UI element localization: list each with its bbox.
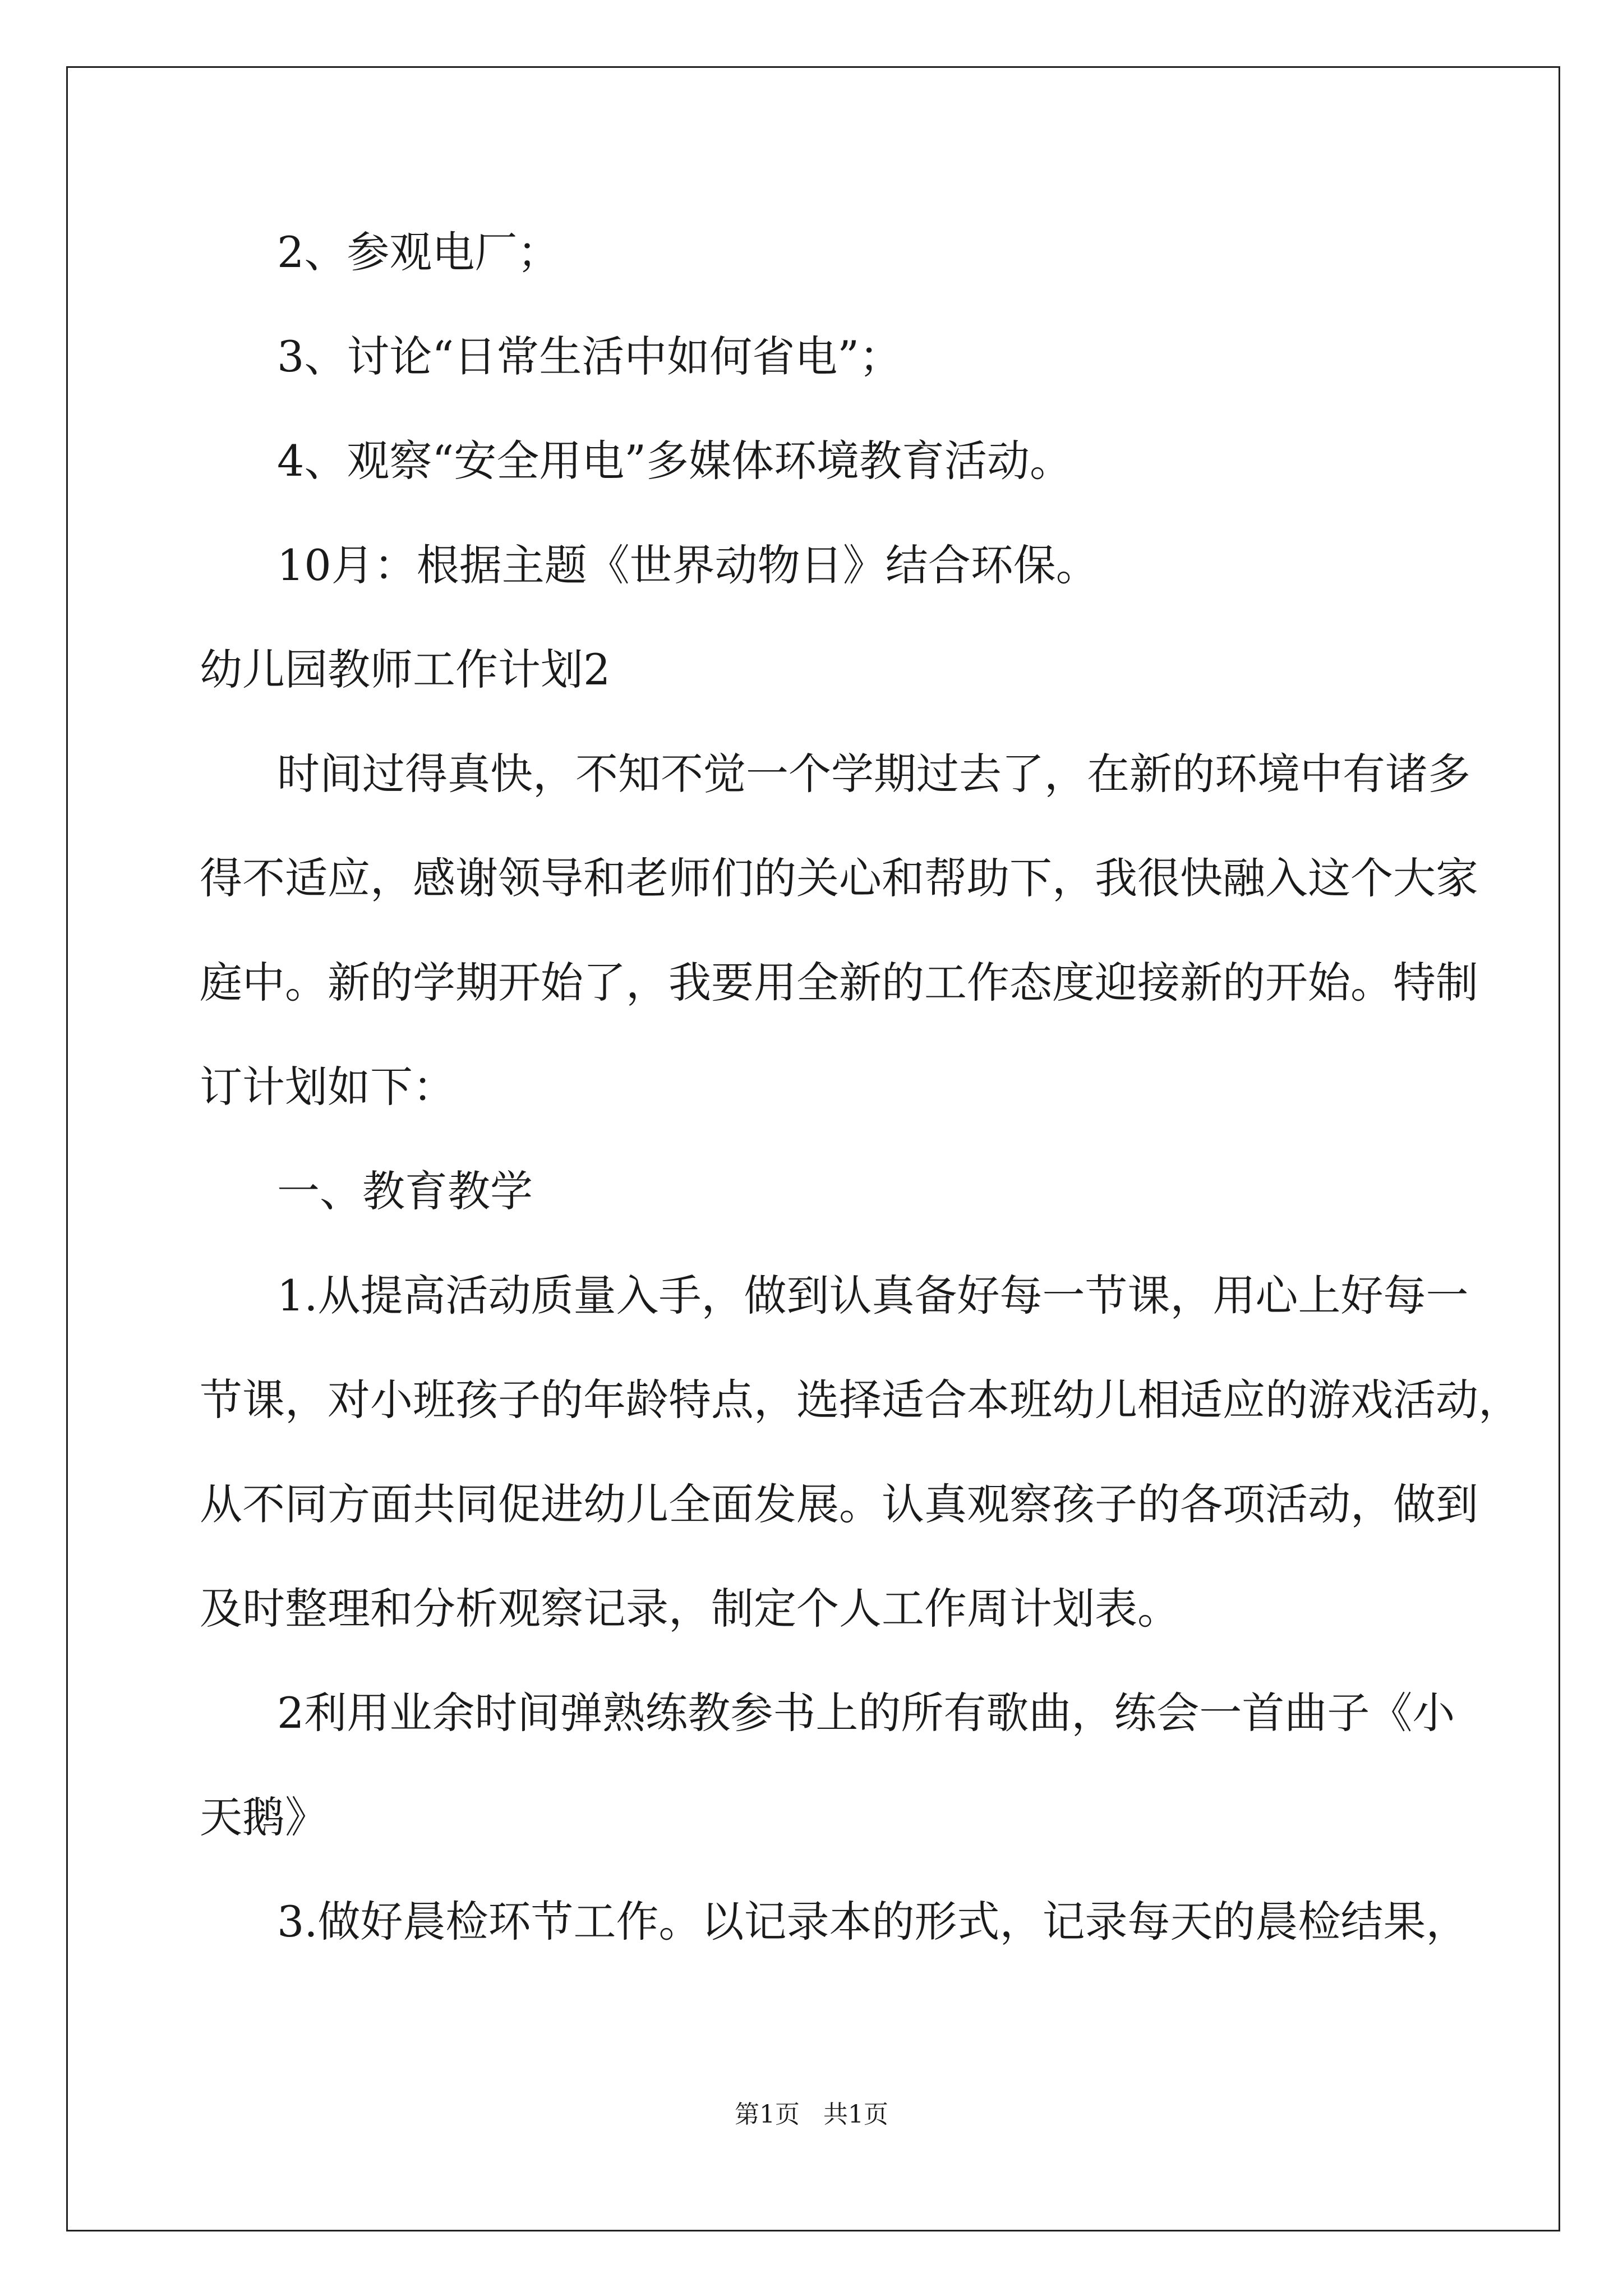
paragraph-line: 及时整理和分析观察记录，制定个人工作周计划表。	[200, 1584, 1180, 1634]
paragraph-line: 节课，对小班孩子的年龄特点，选择适合本班幼儿相适应的游戏活动，	[200, 1375, 1521, 1425]
paragraph-line: 天鹅》	[200, 1792, 328, 1842]
paragraph-line: 时间过得真快，不知不觉一个学期过去了，在新的环境中有诸多	[277, 749, 1470, 799]
paragraph-line: 庭中。新的学期开始了，我要用全新的工作态度迎接新的开始。特制	[200, 958, 1478, 1007]
paragraph-line: 1.从提高活动质量入手，做到认真备好每一节课，用心上好每一	[277, 1271, 1469, 1320]
paragraph-line: 得不适应，感谢领导和老师们的关心和帮助下，我很快融入这个大家	[200, 853, 1478, 903]
section-heading: 幼儿园教师工作计划2	[200, 645, 611, 694]
page-number-footer: 第1页 共1页	[735, 2100, 888, 2129]
paragraph-line: 2利用业余时间弹熟练教参书上的所有歌曲，练会一首曲子《小	[277, 1688, 1455, 1738]
subheading-education: 一、教育教学	[277, 1166, 533, 1216]
list-item-visit-power-plant: 2、参观电厂；	[277, 227, 560, 277]
paragraph-october: 10月：根据主题《世界动物日》结合环保。	[277, 540, 1099, 590]
list-item-observe-safety: 4、观察“安全用电”多媒体环境教育活动。	[277, 436, 1073, 486]
paragraph-line: 从不同方面共同促进幼儿全面发展。认真观察孩子的各项活动，做到	[200, 1479, 1478, 1529]
list-item-discuss-saving-power: 3、讨论“日常生活中如何省电”；	[277, 332, 902, 381]
paragraph-line: 订计划如下：	[200, 1062, 455, 1112]
paragraph-line: 3.做好晨检环节工作。以记录本的形式，记录每天的晨检结果，	[277, 1897, 1469, 1947]
